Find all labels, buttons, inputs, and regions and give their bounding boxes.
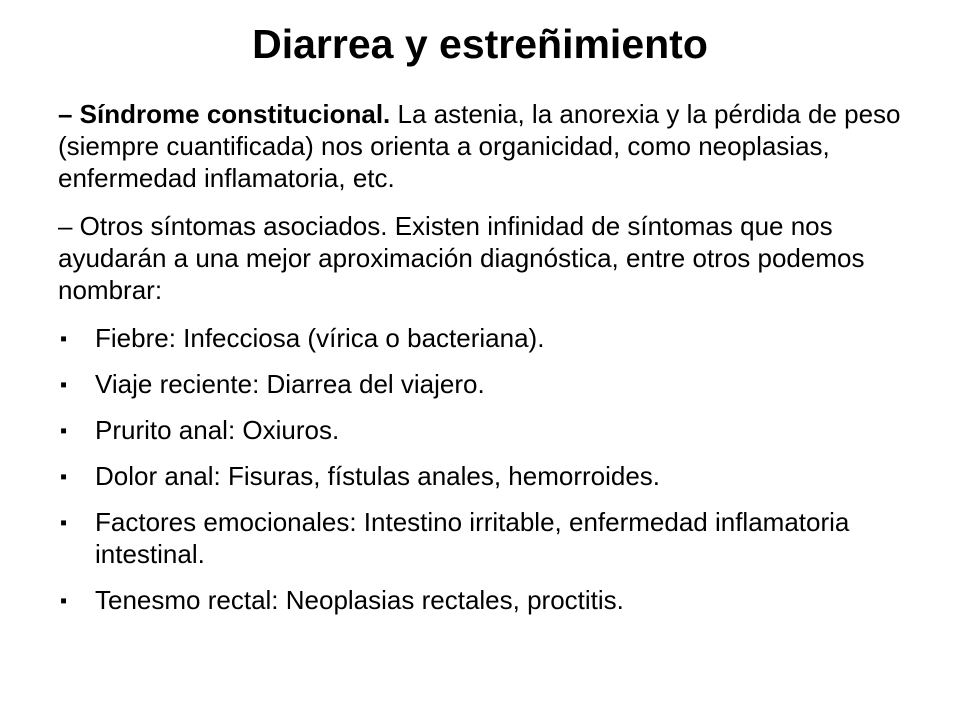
paragraph-constitutional-syndrome: [58, 98, 908, 194]
list-item-text: Fiebre: Infecciosa (vírica o bacteriana).: [95, 323, 545, 353]
list-item-text: Dolor anal: Fisuras, fístulas anales, hemorroides.: [95, 461, 661, 491]
square-bullet-icon: ▪: [60, 374, 68, 396]
list-item: [58, 460, 908, 492]
square-bullet-icon: ▪: [60, 512, 68, 534]
list-item: [58, 414, 908, 446]
symptom-list: [58, 322, 908, 616]
square-bullet-icon: ▪: [60, 420, 68, 442]
paragraph-text: La astenia, la anorexia y la pérdida de peso (siempre cuantificada) nos orienta a organicidad, como neoplasias, enfermedad inflamatoria, etc.: [58, 99, 901, 193]
square-bullet-icon: ▪: [60, 328, 68, 350]
paragraph-associated-symptoms: [58, 210, 908, 306]
list-item: [58, 506, 908, 570]
list-item-text: Tenesmo rectal: Neoplasias rectales, proctitis.: [95, 585, 624, 615]
square-bullet-icon: ▪: [60, 590, 68, 612]
list-item-text: Prurito anal: Oxiuros.: [95, 415, 340, 445]
paragraph-lead: – Síndrome constitucional.: [58, 99, 391, 129]
slide-body: [58, 98, 908, 630]
list-item: [58, 322, 908, 354]
list-item-text: Viaje reciente: Diarrea del viajero.: [95, 369, 485, 399]
list-item: [58, 368, 908, 400]
list-item: [58, 584, 908, 616]
square-bullet-icon: ▪: [60, 466, 68, 488]
paragraph-text: – Otros síntomas asociados. Existen infinidad de síntomas que nos ayudarán a una mejor aproximación diagnóstica, entre otros podemos nombrar:: [58, 211, 865, 305]
list-item-text: Factores emocionales: Intestino irritable, enfermedad inflamatoria intestinal.: [95, 507, 850, 569]
slide-title: Diarrea y estreñimiento: [252, 21, 708, 67]
